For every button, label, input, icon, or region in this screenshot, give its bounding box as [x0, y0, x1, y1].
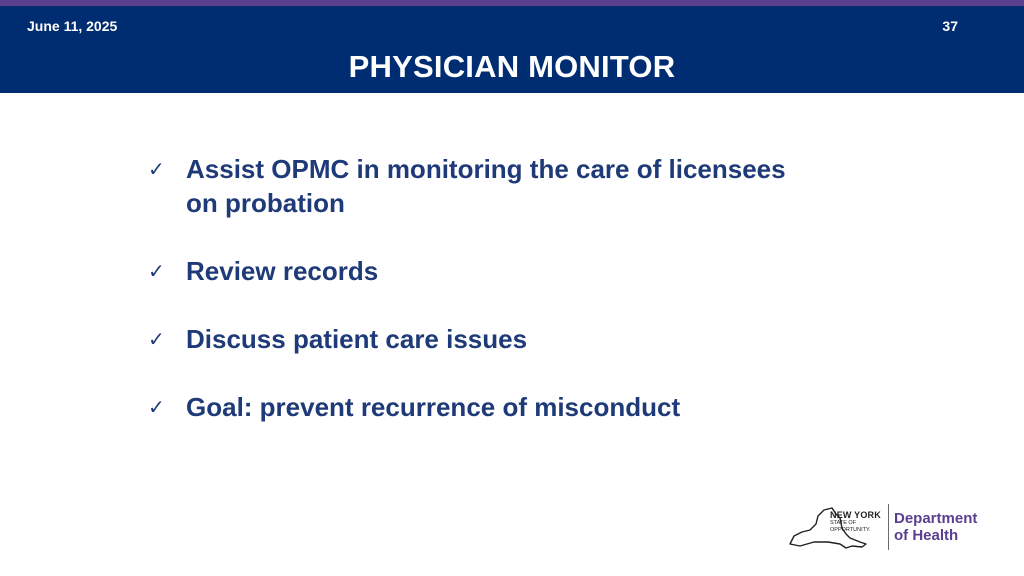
bullet-text: Goal: prevent recurrence of misconduct: [186, 392, 681, 422]
slide-date: June 11, 2025: [27, 18, 118, 34]
check-icon: ✓: [148, 157, 165, 181]
slide-header: [0, 6, 1024, 93]
nys-doh-logo: [788, 502, 988, 554]
state-tagline-2: OPPORTUNITY.: [830, 526, 871, 533]
bullet-text-line2: on probation: [186, 188, 345, 218]
bullet-item: [148, 152, 868, 220]
bullet-list: [148, 152, 868, 458]
check-icon: ✓: [148, 259, 165, 283]
bullet-text: Discuss patient care issues: [186, 324, 528, 354]
logo-divider: [888, 504, 889, 550]
bullet-text-line1: Assist OPMC in monitoring the care of licensees: [186, 154, 786, 184]
bullet-item: [148, 390, 868, 424]
check-icon: ✓: [148, 327, 165, 351]
dept-line1: Department: [894, 510, 978, 527]
state-tagline-1: STATE OF: [830, 520, 857, 526]
page-number: 37: [942, 18, 958, 34]
bullet-item: [148, 254, 868, 288]
department-of-health-wordmark: [894, 510, 977, 544]
check-icon: ✓: [148, 395, 165, 419]
dept-line2: of Health: [894, 527, 959, 544]
slide-title: PHYSICIAN MONITOR: [348, 49, 676, 84]
nys-wordmark: [830, 510, 888, 533]
bullet-item: [148, 322, 868, 356]
state-name: NEW YORK: [830, 510, 881, 520]
bullet-text: Review records: [186, 256, 379, 286]
